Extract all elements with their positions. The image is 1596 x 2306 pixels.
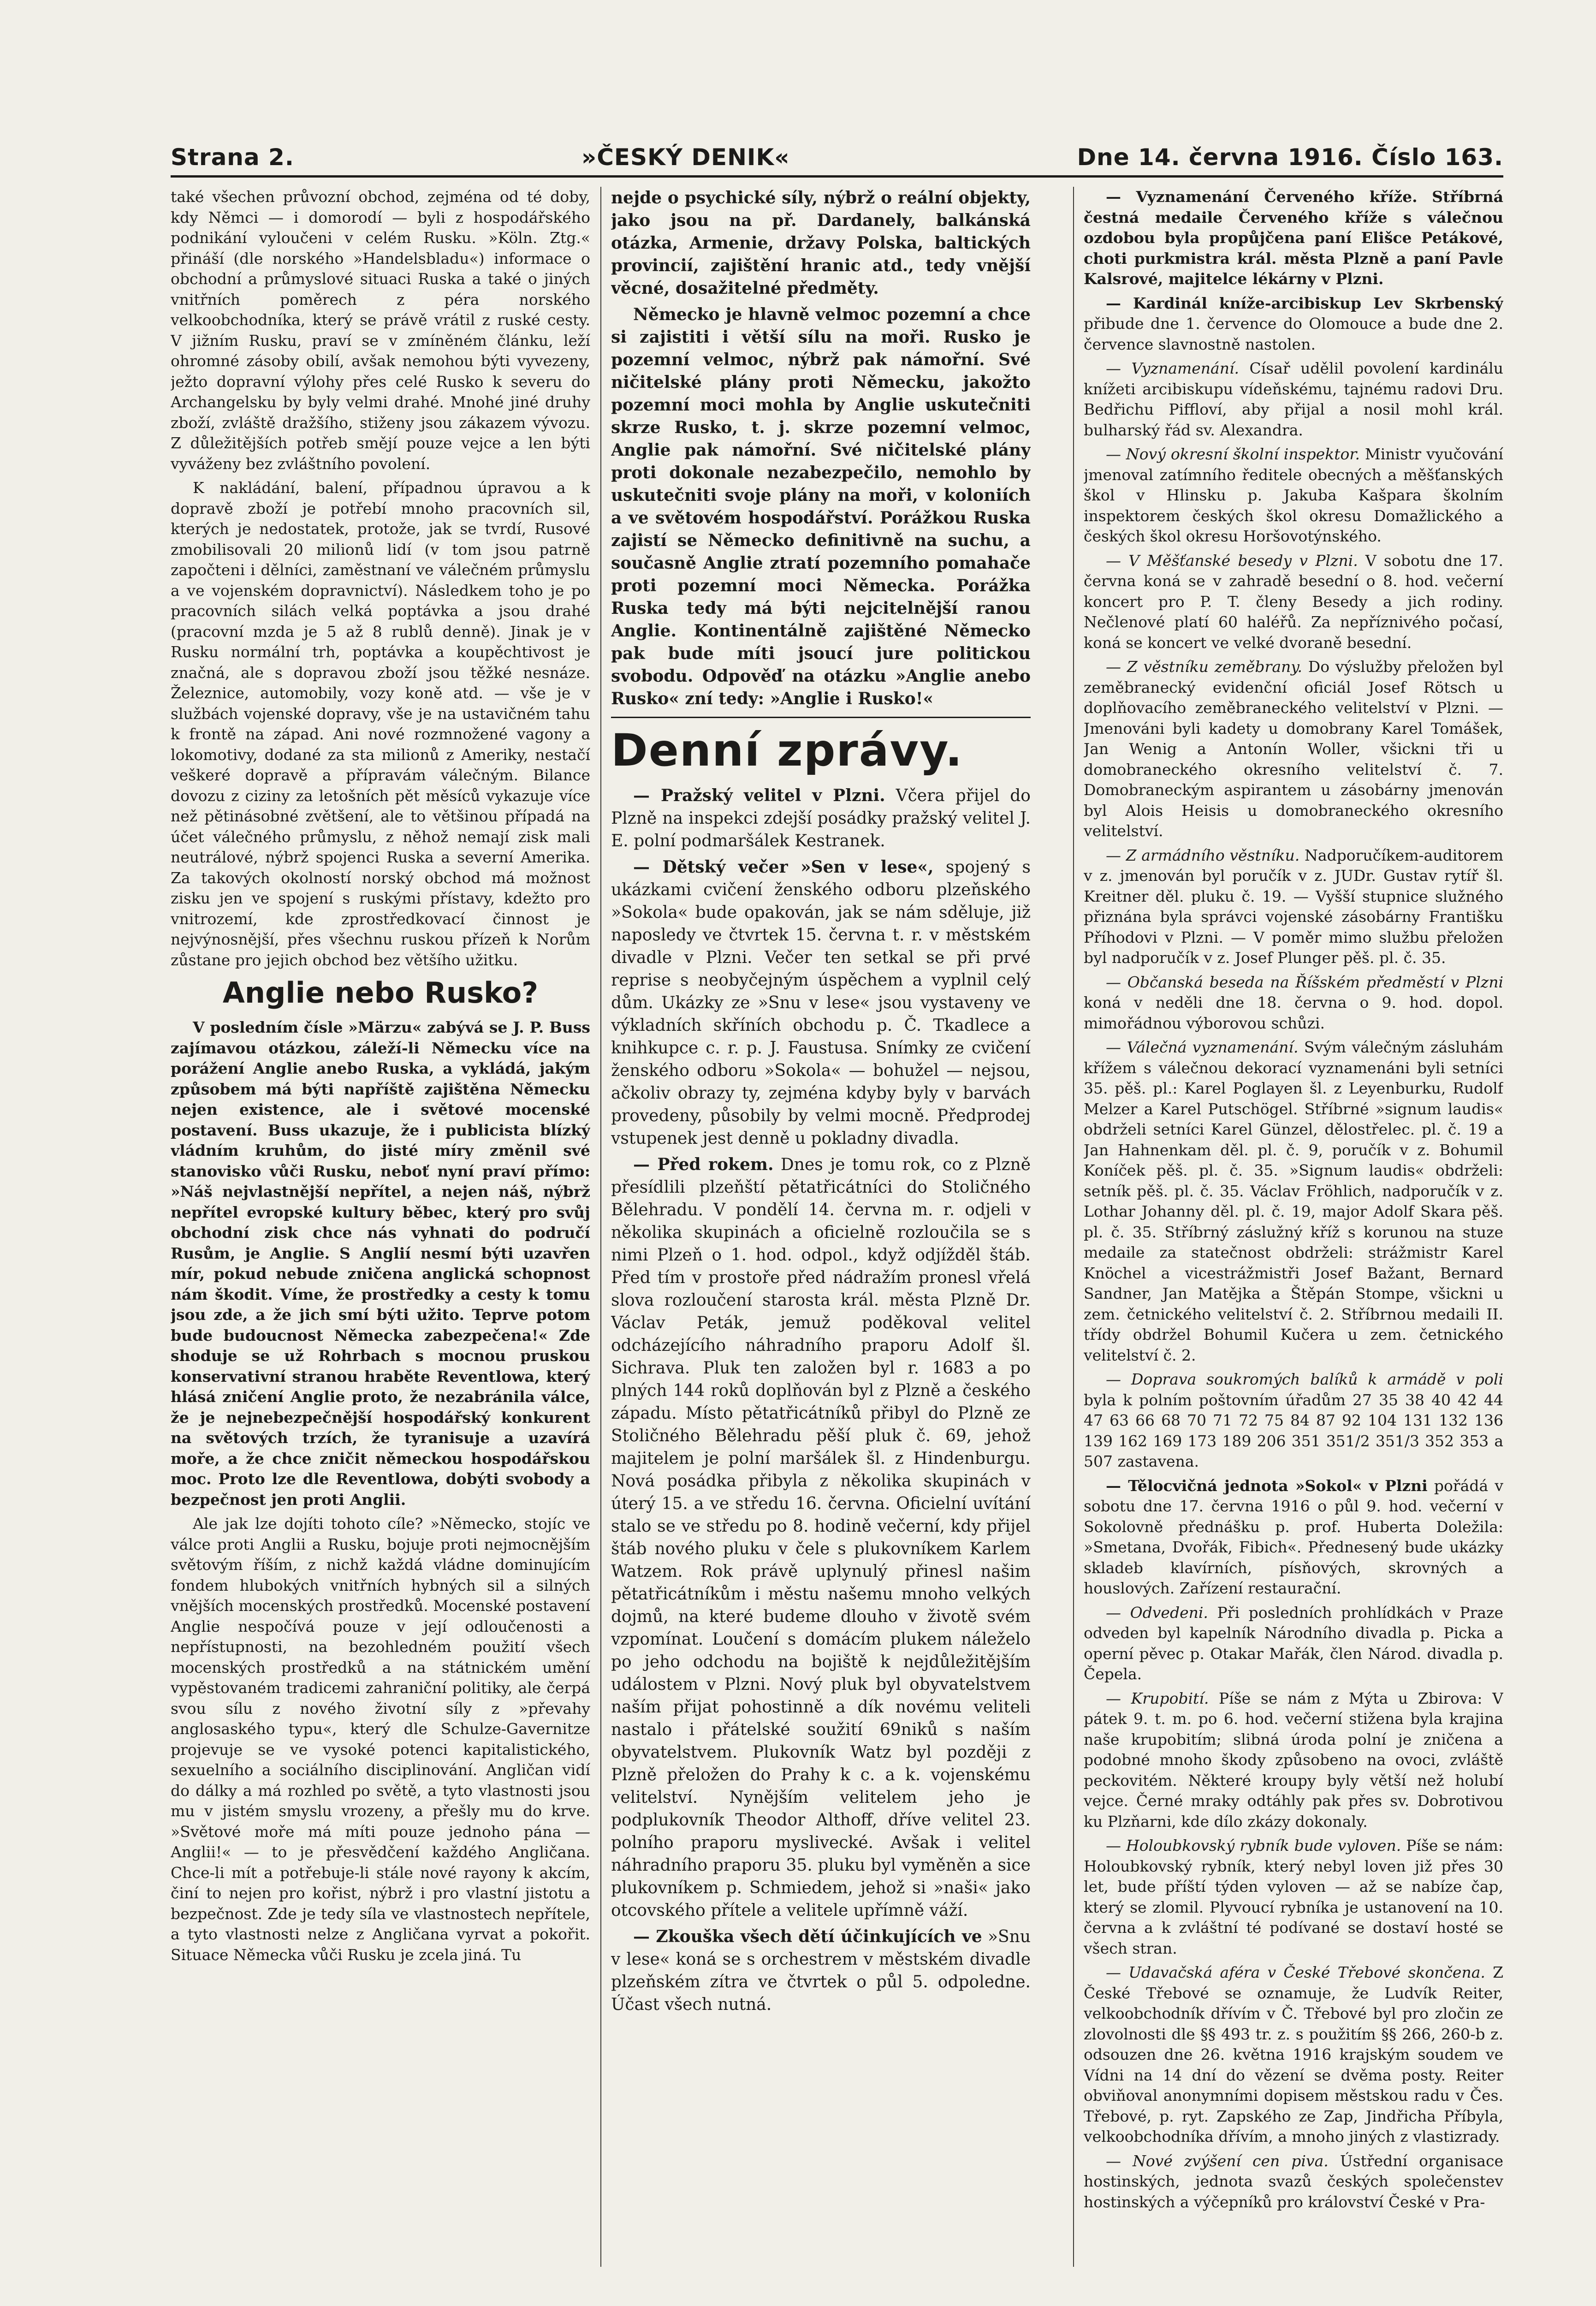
article-heading: Anglie nebo Rusko? — [222, 976, 539, 1010]
news-item-lead: — Zkouška všech dětí účinkujících ve — [633, 1927, 982, 1946]
news-item-body: Svým válečným zásluhám křížem s válečnou dekorací vyznamenáni byli setníci 35. pěš. pl.: Karel Poglayen šl. z Leyenburku, Rudolf Melzer a Karel Putschögel. Stříbrné »signum laudis« obdrželi setníci Karel Günzel, dělostřelec. pl. č. 19 a Jan Hahnenkam děl. pl. č. 9, poručík v z. Bohumil Koníček pěš. pl. č. 35. »Signum laudis« obdrželi: setník pěš. pl. č. 35. Václav Fröhlich, nadporučík v z. Lothar Johanny děl. pl. č. 19, major Adolf Skara pěš. pl. č. 35. Stříbrný záslužný kříž s korunou na stuze medaile za statečnost obdrželi: strážmistr Karel Knöchel a vicestrážmistři Josef Bažant, Bernard Sandner, Jan Matějka a Štěpán Stompe, všickni u zem. četnického velitelství č. 2. Stříbrnou medaili II. třídy obdržel Bohumil Kučera u zem. četnického velitelství č. 2. — [1084, 1038, 1503, 1364]
news-item-body: Píše se nám z Mýta u Zbirova: V pátek 9. t. m. po 6. hod. večerní stižena byla krajina naše krupobitím; slibná úroda polní je zničena a podobné mnoho škody způsobeno na ovoci, zvláště peckovitém. Některé kroupy byly větší než holubí vejce. Černé mraky odtáhly pak přes sv. Dobrotivou ku Plzňarni, kde dílo zkázy dokonaly. — [1084, 1689, 1503, 1831]
news-item-body: Do výslužby přeložen byl zeměbranecký evidenční oficiál Josef Rötsch u doplňovacího zeměbraneckého velitelství v Plzni. — Jmenováni byli kadety u domobrany Karel Tomášek, Jan Wenig a Antonín Woller, všickni tři u domobraneckého okresního velitelství č. 7. Domobraneckým aspirantem u zásobárny jmenován byl Alois Heisis u domobraneckého okresního velitelství. — [1084, 658, 1503, 840]
article-paragraph: V posledním čísle »Märzu« zabývá se J. P. Buss zajímavou otázkou, záleží-li Německu více na porážení Anglie anebo Ruska, a vykládá, jakým způsobem má býti napříště zajištěna Německu nejen existence, ale i světové mocenské postavení. Buss ukazuje, že i publicista blízký vládním kruhům, do jisté míry změnil své stanovisko vůči Rusku, neboť nyní praví přímo: »Náš nejvlastnější nepřítel, a nejen náš, nýbrž nepřítel evropské kultury běbec, který pro svůj obchodní zisk chce nás vyhnati do područí Rusům, je Anglie. S Anglií nesmí býti uzavřen mír, pokud nebude zničena anglická schopnost nám škodit. Víme, že prostředky a cesty k tomu jsou zde, a že jich smí býti užito. Teprve potom bude budoucnost Německa zabezpečena!« Zde shoduje se už Rohrbach s mocnou pruskou konservativní stranou hraběte Reventlowa, který hlásá zničení Anglie proto, že nezabránila válce, že je nejnebezpečnější hospodářský konkurent na světových trzích, že tyranisuje a uzavírá moře, a že chce zničit německou hospodářskou moc. Proto lze dle Reventlowa, dobýti svobody a bezpečnost jen proti Anglii. — [171, 1018, 590, 1509]
news-item — [1084, 2151, 1503, 2213]
news-item-body: Císař udělil povolení kardinálu knížeti arcibiskupu vídeňskému, tajnému radovi Dru. Bedřichu Piffloví, aby přijal a nosil mohl král. bulharský řád sv. Alexandra. — [1084, 359, 1503, 439]
news-item-lead: — Odvedeni. — [1106, 1603, 1208, 1622]
news-item-body: Při posledních prohlídkách v Praze odveden byl kapelník Národního divadla p. Picka a operní pěvec p. Otakar Mařák, člen Národ. divadla p. Čepela. — [1084, 1603, 1503, 1683]
news-item-body: Včera přijel do Plzně na inspekci zdejší posádky pražský velitel J. E. polní podmaršálek Kestranek. — [611, 786, 1031, 850]
news-item-lead: — Z armádního věstníku. — [1106, 846, 1300, 864]
article-paragraph: K nakládání, balení, případnou úpravou a k dopravě zboží je potřebí mnoho pracovních sil, kterých je nedostatek, protože, jak se tvrdí, Rusové zmobilisovali 20 milionů lidí (v tom jsou patrně započteni i dělníci, zaměstnaní ve válečném průmyslu a ve vojenském dopravnictví). Následkem toho je po pracovních silách velká poptávka a jsou drahé (pracovní mzda je 5 až 8 rublů denně). Jinak je v Rusku normální trh, poptávka a koupěchtivost je značná, ale s dopravou zboží jsou těžké nesnáze. Železnice, automobily, vozy koně atd. — vše je v službách vojenské dopravy, vše je na ustavičném tahu k frontě na západ. Ani nové rozmnožené vagony a lokomotivy, dodané za sta milionů z Ameriky, nestačí veškeré dopravě a přípravám válečným. Bilance dovozu z ciziny za letošních pět měsíců vykazuje více než pětinásobné zvětšení, ale to většinou případá na účet válečného průmyslu, z něhož nemají zisk mali neutrálové, nýbrž spojenci Ruska a severní Amerika. Za takových okolností norský obchod má možnost zisku jen ve spojení s ruskými přístavy, kdežto pro vnitrozemí, kde zprostředkovací činnost je nejvýnosnější, přes všechnu ruskou přízeň k Norům zůstane pro jejich obchod bez většího užitku. — [171, 479, 590, 969]
news-item — [1084, 1962, 1503, 2147]
news-item — [1084, 657, 1503, 842]
issue-date: Dne 14. června 1916. Číslo 163. — [1077, 144, 1503, 171]
news-item-lead: — Holoubkovský rybník bude vyloven. — [1106, 1836, 1401, 1854]
news-item-body: »Snu v lese« koná se s orchestrem v městském divadle plzeňském zítra ve čtvrtek o půl 5. odpoledne. Účast všech nutná. — [611, 1927, 1031, 2014]
news-item-body: Z České Třebové se oznamuje, že Ludvík Reiter, velkoobchodník dřívím v Č. Třebové byl pro zločin ze zlovolnosti dle §§ 493 tr. z. s použitím §§ 266, 260-b z. odsouzen dne 26. května 1916 krajským soudem ve Vídni na 14 dní do vězení se dvěma posty. Reiter obviňoval anonymními dopisem městskou radu v Čes. Třebové, p. ryt. Zapského ze Zap, Jindřicha Příbyla, velkoobchodníka dřívím, a mnoho jiných z vlastizrady. — [1084, 1963, 1503, 2146]
news-item-lead: — Doprava soukromých balíků k armádě v poli — [1106, 1370, 1503, 1388]
news-item — [1084, 1037, 1503, 1366]
news-item-lead: — Nové zvýšení cen piva. — [1106, 2151, 1329, 2170]
column-1 — [171, 187, 590, 2267]
news-item-lead: — Před rokem. — [633, 1155, 774, 1174]
news-item — [1084, 1476, 1503, 1599]
news-item — [1084, 1688, 1503, 1832]
news-item-lead: — Udavačská aféra v České Třebové skončena. — [1106, 1963, 1485, 1981]
news-item-body: Ministr vyučování jmenoval zatímního ředitele obecných a měšťanských škol v Hlinsku p. Jakuba Kašpara školním inspektorem českých škol okresu Domažlického a českých škol okresu Horšovotýnského. — [1084, 445, 1503, 545]
news-item — [1084, 1369, 1503, 1472]
header-rule — [171, 175, 1503, 178]
news-item-body: Stříbrná čestná medaile Červeného kříže s válečnou ozdobou byla propůjčena paní Elišce Petákové, choti purkmistra král. města Plzně a paní Pavle Kalsrové, majitelce lékárny v Plzni. — [1084, 188, 1503, 288]
news-item — [611, 1153, 1031, 1922]
news-item-lead: — Vyznamenání. — [1106, 359, 1239, 377]
news-item-body: koná v neděli dne 18. června o 9. hod. dopol. mimořádnou výborovou schůzi. — [1084, 993, 1503, 1032]
news-item — [1084, 972, 1503, 1034]
column-3 — [1084, 187, 1503, 2267]
news-item-body: Píše se nám: Holoubkovský rybník, který nebyl loven již přes 30 let, bude příští týden vyloven — až se nabíze čap, který se zlomil. Plyvoucí rybníka je ustanovení na 10. června a k zvláštní té podívané se dostaví hosté se všech stran. — [1084, 1836, 1503, 1957]
news-item-lead: — Vyznamenání Červeného kříže. — [1106, 188, 1418, 206]
section-heading: Denní zprávy. — [611, 725, 963, 776]
article-continuation: nejde o psychické síly, nýbrž o reální objekty, jako jsou na př. Dardanely, balkánská otázka, Armenie, državy Polska, baltických provincií, zajištění hranic atd., tedy vnější věcné, dosažitelné předměty. — [611, 188, 1031, 298]
news-item-lead: — V Měšťanské besedy v Plzni. — [1106, 551, 1358, 570]
news-item — [611, 856, 1031, 1150]
news-item — [1084, 845, 1503, 969]
news-item — [1084, 187, 1503, 290]
news-item-body: Nadporučíkem-auditorem v z. jmenován byl poručík v z. JUDr. Gustav rytíř šl. Kreitner děl. pluku č. 19. — Vyšší stupnice služného přiznána byla správci vojenské zásobárny Františku Příhodovi v Plzni. — V poměr mimo službu přeložen byl nadporučík v z. Josef Plunger pěš. pl. č. 35. — [1084, 846, 1503, 967]
news-item — [1084, 551, 1503, 654]
news-item-body: byla k polním poštovním úřadům 27 35 38 40 42 44 47 63 66 68 70 71 72 75 84 87 92 104 131 132 136 139 162 169 173 189 206 351 351/2 351/3 352 353 a 507 zastavena. — [1084, 1391, 1503, 1470]
article-paragraph: Ale jak lze dojíti tohoto cíle? »Německo, stojíc ve válce proti Anglii a Rusku, bojuje proti nejmocnějším světovým říším, z nichž každá vládne dominujícím fondem hlubokých vnitřních hybných sil a silných vnějších mocenských prostředků. Mocenské postavení Anglie nespočívá pouze v její odloučenosti a nepřístupnosti, na bezohledném použití všech mocenských prostředků a na státnickém umění vypěstovaném tradicemi zahraniční politiky, ale čerpá svou sílu z nového životní síly z »převahy anglosaského typu«, který dle Schulze-Gavernitze projevuje se ve vysoké potenci kapitalistického, sexuelního a sociálního disciplinování. Angličan vidí do dálky a má rozhled po světě, a tyto vlastnosti jsou mu v jistém smyslu vrozeny, a přešly mu do krve. »Světové moře má míti pouze jednoho pána — Anglii!« — to je přesvědčení každého Angličana. Chce-li mít a potřebuje-li stále nové rayony k akcím, činí to nejen pro kořist, nýbrž i pro vlastní jistotu a bezpečnost. Zde je tedy síla ve vlastnostech nepřítele, a tyto vlastnosti nelze z Angličana vyrvat a pokořit. Situace Německa vůči Rusku je zcela jiná. Tu — [171, 1515, 590, 1964]
news-item — [1084, 1836, 1503, 1959]
news-item — [611, 1926, 1031, 2016]
news-item — [1084, 293, 1503, 355]
news-item — [1084, 444, 1503, 547]
news-item-lead: — Pražský velitel v Plzni. — [633, 786, 885, 805]
news-item-body: Dnes je tomu rok, co z Plzně přesídlili plzeňští pětatřicátníci do Stoličného Bělehradu. V pondělí 14. června m. r. odjeli v několika skupinách a oficielně rozloučila se s nimi Plzeň o 1. hod. odpol., když odjížděl štáb. Před tím v prostoře před nádražím pronesl vřelá slova rozloučení starosta král. města Plzně Dr. Václav Peták, jemuž poděkoval velitel odcházejícího náhradního praporu Adolf šl. Sichrava. Pluk ten založen byl r. 1683 a po plných 144 roků doplňován byl z Plzně a českého západu. Místo pětatřicátníků přibyl do Plzně ze Stoličného Bělehradu pěší pluk č. 69, jehož majitelem je polní maršálek šl. z Hindenburgu. Nová posádka přibyla z několika skupinách v úterý 15. a ve středu 16. června. Oficielní uvítání stalo se ve středu po 8. hodině večerní, kdy přijel štáb nového pluku v čele s plukovníkem Karlem Watzem. Rok právě uplynulý přinesl našim pětatřicátníkům i městu našemu mnoho velkých dojmů, na které budeme dlouho v životě svém vzpomínat. Loučení s domácím plukem náleželo po jeho odchodu na bojiště k nejdůležitějším událostem v Plzni. Nový pluk byl obyvatelstvem naším přijat pohostinně a dík novému veliteli nastalo i přátelské soužití 69niků s naším obyvatelstvem. Plukovník Watz byl později z Plzně přeložen do Prahy k c. a k. vojenskému velitelství. Nynějším velitelem jeho je podplukovník Theodor Althoff, dříve velitel 23. polního praporu myslivecké. Avšak i velitel náhradního praporu 35. pluku byl vyměněn a sice plukovníkem p. Schmiedem, jehož si »naši« jako otcovského přítele a velitele upřímně váží. — [611, 1155, 1031, 1920]
news-item-lead: — Tělocvičná jednota »Sokol« v Plzni — [1106, 1476, 1428, 1495]
news-item-lead: — Z věstníku zeměbrany. — [1106, 658, 1303, 676]
news-item-body: Ústřední organisace hostinských, jednota svazů českých společenstev hostinských a výčepníků pro království České v Pra- — [1084, 2151, 1503, 2211]
news-item — [1084, 1603, 1503, 1685]
section-divider — [611, 717, 1031, 718]
news-item-lead: — Dětský večer »Sen v lese«, — [633, 857, 934, 877]
column-divider — [1073, 187, 1074, 2267]
news-item-body: přibude dne 1. července do Olomouce a bude dne 2. července slavnostně nastolen. — [1084, 315, 1503, 353]
masthead-title: »ČESKÝ DENIK« — [581, 144, 790, 171]
news-item-lead: — Nový okresní školní inspektor. — [1106, 445, 1360, 463]
article-paragraph: Německo je hlavně velmoc pozemní a chce si zajistiti i větší sílu na moři. Rusko je pozemní velmoc, nýbrž pak námořní. Své ničitelské plány proti Německu, jakožto pozemní moci mohla by Anglie uskutečniti skrze Rusko, t. j. skrze pozemní velmoc, Anglie pak námořní. Své ničitelské plány proti dokonale nezabezpečilo, nemohlo by uskutečniti svoje plány na moři, v koloniích a ve světovém hospodářství. Porážkou Ruska zajistí se Německo definitivně na suchu, a současně Anglie ztratí pozemního pomahače proti pozemní moci Německa. Porážka Ruska tedy má býti nejcitelnější ranou Anglie. Kontinentálně zajištěné Německo pak bude míti jsoucí jure politickou svobodu. Odpověď na otázku »Anglie anebo Rusko« zní tedy: »Anglie i Rusko!« — [611, 305, 1031, 708]
page-header — [171, 134, 1503, 171]
news-item — [1084, 358, 1503, 440]
newspaper-page — [171, 134, 1503, 2274]
news-item-body: pořádá v sobotu dne 17. června 1916 o půl 9. hod. večerní v Sokolovně přednášku p. prof. Huberta Doležila: »Smetana, Dvořák, Fibich«. Přednesený bude ukázky skladeb klavírních, písňových, skrovných a houslových. Zařízení restaurační. — [1084, 1476, 1503, 1597]
news-item-body: V sobotu dne 17. června koná se v zahradě besední o 8. hod. večerní koncert pro P. T. členy Besedy a jich rodiny. Nečlenové platí 60 haléřů. Za nepříznivého počasí, koná se koncert ve velké dvoraně besední. — [1084, 551, 1503, 652]
news-item-body: spojený s ukázkami cvičení ženského odboru plzeňského »Sokola« bude opakován, jak se nám sděluje, již naposledy ve čtvrtek 15. června t. r. v městském divadle v Plzni. Večer ten setkal se při prvé reprise s neobyčejným úspěchem a vyplnil celý dům. Ukázky ze »Snu v lese« jsou vystaveny ve výkladních skříních obchodu p. Č. Tkadlece a knihkupce c. r. p. J. Faustusa. Snímky ze cvičení ženského odboru »Sokola« — bohužel — nejsou, ačkoliv obrazy ty, zejména kdyby byly v barvách provedeny, působily by velmi mocně. Předprodej vstupenek jest denně u pokladny divadla. — [611, 858, 1031, 1148]
column-divider — [600, 187, 601, 2267]
news-item-lead: — Občanská beseda na Říšském předměstí v Plzni — [1106, 973, 1503, 991]
news-item — [611, 785, 1031, 852]
column-2 — [611, 187, 1031, 2267]
page-number: Strana 2. — [171, 144, 294, 171]
news-item-lead: — Kardinál kníže-arcibiskup Lev Skrbenský — [1106, 294, 1503, 312]
article-continuation: také všechen průvozní obchod, zejména od té doby, kdy Němci — i domorodí — byli z hospodářského podnikání vyloučeni v celém Rusku. »Köln. Ztg.« přináší (dle norského »Handelsbladu«) informace o obchodní a průmyslové situaci Ruska a také o jiných vnitřních poměrech z péra norského velkoobchodníka, který se právě vrátil z ruské cesty. V jižním Rusku, praví se v zmíněném článku, leží ohromné zásoby obilí, avšak nemohou býti vyvezeny, ježto dopravní výlohy přes celé Rusko k severu do Archangelsku by byly velmi drahé. Mnohé jiné druhy zboží, zvláště dražšího, stiženy jsou zákazem vývozu. Z důležitějších potřeb smějí pouze vejce a len býti vyváženy bez zvláštního povolení. — [171, 188, 590, 473]
news-item-lead: — Válečná vyznamenání. — [1106, 1038, 1299, 1056]
news-item-lead: — Krupobití. — [1106, 1689, 1209, 1707]
